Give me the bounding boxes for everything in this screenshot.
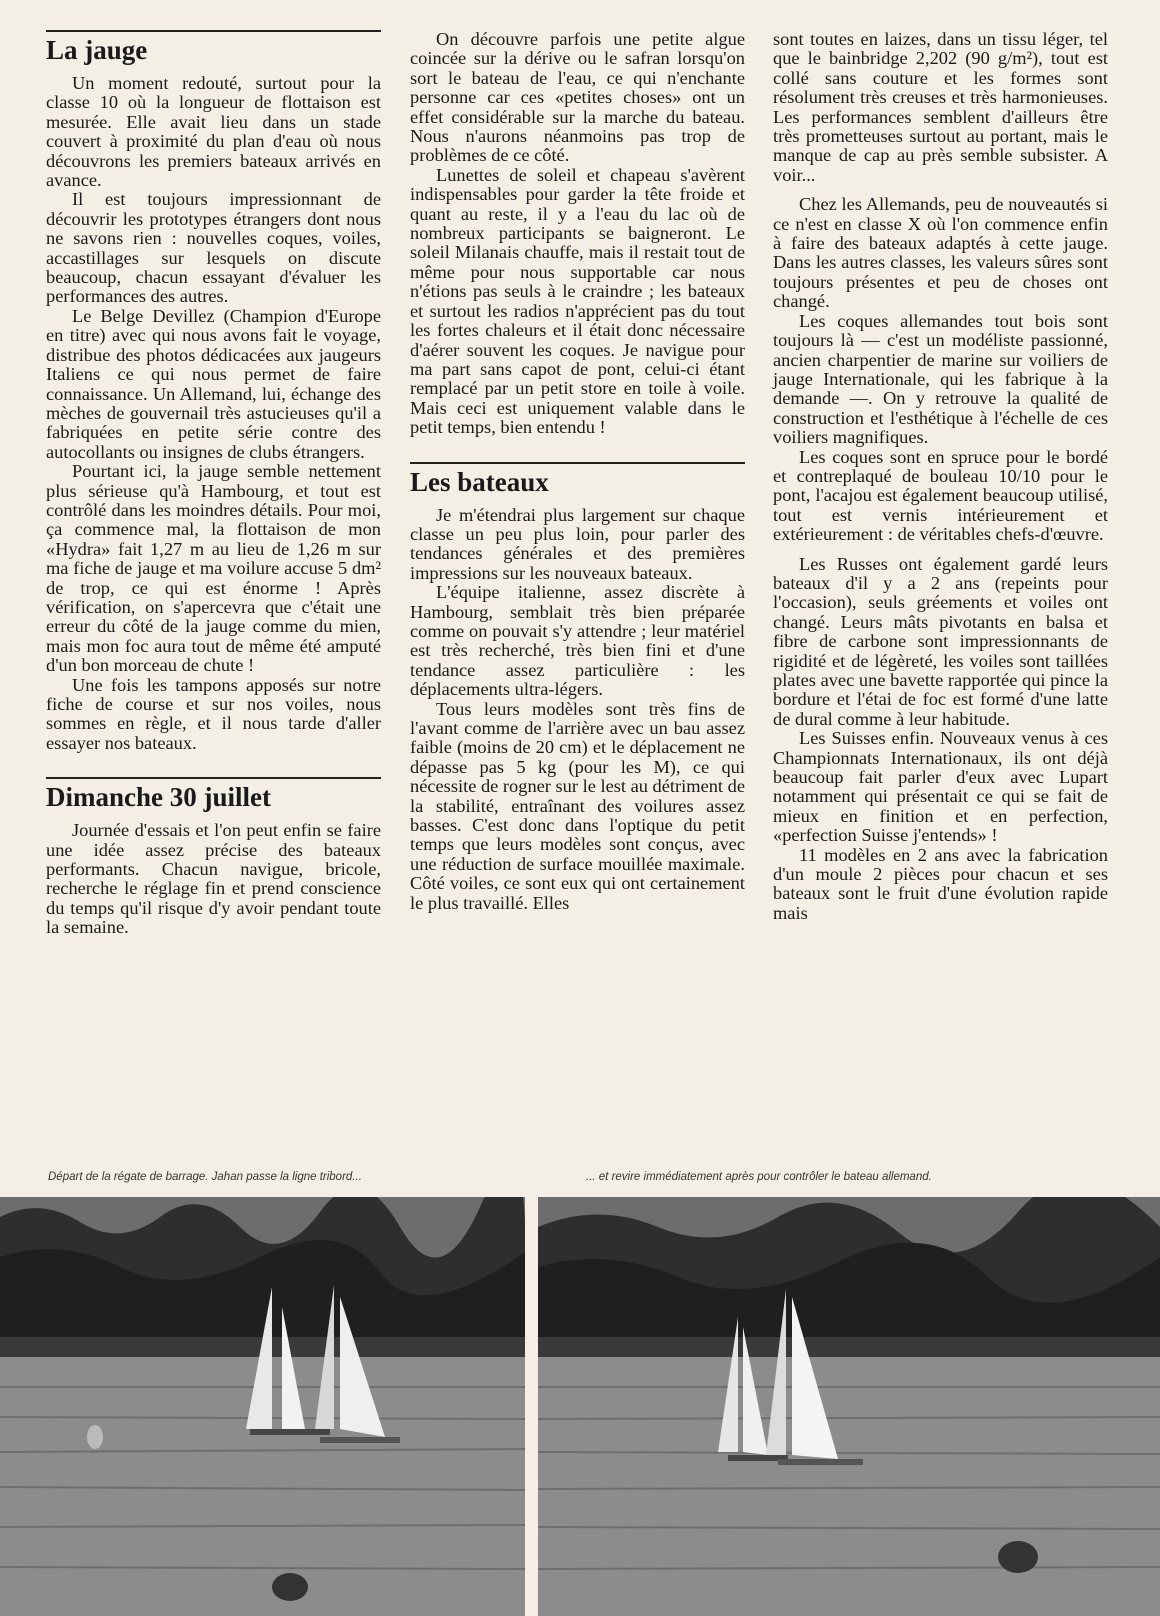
paragraph: Les Russes ont également gardé leurs bateaux d'il y a 2 ans (repeints pour l'occasion), seuls gréements et voiles ont changé. Leurs mâts pivotants en balsa et fibre de carbone sont impressionnants de rigidité et de légèreté, les voiles sont taillées plates avec une bavette rapportée qui pince la bordure et l'étai de foc est formé d'une latte de dural comme à leur habitude. [773,553,1108,729]
paragraph: L'équipe italienne, assez discrète à Hambourg, semblait très bien préparée comme on pouvait s'y attendre ; leur matériel est très recherché, très bien fini et d'une tendance assez particulière : les déplacements ultra-légers. [410,582,745,700]
paragraph: Les coques allemandes tout bois sont toujours là — c'est un modéliste passionné, ancien charpentier de marine sur voiliers de jauge Internationale, qui les fabrique à la demande —. On y retrouve la qualité de construction et l'esthétique à l'échelle de ces voiliers magnifiques. [773,310,1108,448]
paragraph: Le Belge Devillez (Champion d'Europe en titre) avec qui nous avons fait le voyage, distribue des photos dédicacées aux jaugeurs Italiens ce qui nous permet de faire connaissance. Un Allemand, lui, échange des mèches de gouvernail très astucieuses qu'il a fabriquées en petite série contre des autocollants ou insignes de clubs étrangers. [46,305,381,462]
heading-la-jauge: La jauge [46,30,381,66]
paragraph: Les coques sont en spruce pour le bordé et contreplaqué de bouleau 10/10 pour le pont, l'acajou est également beaucoup utilisé, tout est vernis intérieurement et extérieurement : de véritables chefs-d'œuvre. [773,446,1108,545]
paragraph: Les Suisses enfin. Nouveaux venus à ces Championnats Internationaux, ils ont déjà beaucoup fait parler d'eux avec Lupart notamment qui présentait ce qui se fait de mieux en finition et en perfection, «perfection Suisse j'entends» ! [773,728,1108,846]
caption-left: Départ de la régate de barrage. Jahan passe la ligne tribord... [48,1171,362,1183]
paragraph: Lunettes de soleil et chapeau s'avèrent indispensables pour garder la tête froide et quant au reste, il y a l'eau du lac où de nombreux participants se baigneront. Le soleil Milanais chauffe, mais il restait tout de même pour nous supportable car nous n'étions pas seuls à le craindre ; les bateaux et surtout les radios n'apprécient pas du tout les fortes chaleurs et il était donc nécessaire d'aérer souvent les coques. Je navigue pour ma part sans capot de pont, celui-ci étant remplacé par un petit store en toile à voile. Mais ceci est uniquement valable dans le petit temps, bien entendu ! [410,164,745,438]
sailboats-image [538,1197,1160,1616]
paragraph: Pourtant ici, la jauge semble nettement plus sérieuse qu'à Hambourg, et tout est contrôlé dans les moindres détails. Pour moi, ça commence mal, la flottaison de mon «Hydra» fait 1,27 m au lieu de 1,26 m sur ma fiche de jauge et ma voilure accuse 5 dm² de trop, ce qui est énorme ! Après vérification, on s'apercevra que c'était une erreur du côté de la jauge comme du mien, mais mon foc aura tout de même été amputé d'un bon morceau de chute ! [46,461,381,676]
sailboats-image [0,1197,525,1616]
paragraph: Il est toujours impressionnant de découvrir les prototypes étrangers dont nous ne savons rien : nouvelles coques, voiles, accastillages sur lesquels on discute beaucoup, chacun essayant d'évaluer les performances des autres. [46,189,381,307]
paragraph: 11 modèles en 2 ans avec la fabrication d'un moule 2 pièces pour chacun et ses bateaux sont le fruit d'une évolution rapide mais [773,844,1108,923]
photo-regatta-start [0,1197,525,1616]
paragraph: Je m'étendrai plus largement sur chaque classe un peu plus loin, pour parler des tendances générales et des premières impressions sur les nouveaux bateaux. [410,504,745,583]
paragraph: On découvre parfois une petite algue coincée sur la dérive ou le safran lorsqu'on sort le bateau de l'eau, ce qui n'enchante personne car ces «petites choses» ont un effet considérable sur la marche du bateau. Nous n'aurons néanmoins pas trop de problèmes de ce côté. [410,29,745,166]
paragraph: Une fois les tampons apposés sur notre fiche de course et sur nos voiles, nous sommes en règle, et il nous tarde d'aller essayer nos bateaux. [46,674,381,753]
paragraph: Tous leurs modèles sont très fins de l'avant comme de l'arrière avec un bau assez faible (moins de 20 cm) et le déplacement ne dépasse pas 5 kg (pour les M), ce qui nécessite de rogner sur le lest au détriment de la stabilité, entraînant des voilures assez basses. C'est donc dans l'optique du petit temps que leurs modèles sont conçus, avec une réduction de surface mouillée maximale. Côté voiles, ce sont eux qui ont certainement le plus travaillé. Elles [410,698,745,913]
column-3 [773,30,1108,923]
caption-right: ... et revire immédiatement après pour contrôler le bateau allemand. [586,1171,932,1183]
paragraph: Un moment redouté, surtout pour la classe 10 où la longueur de flottaison est mesurée. Elle avait lieu dans un stade couvert à proximité du plan d'eau où nous découvrons les premiers bateaux arrivés en avance. [46,73,381,191]
photo-regatta-tack [538,1197,1160,1616]
heading-les-bateaux: Les bateaux [410,462,745,498]
paragraph: Journée d'essais et l'on peut enfin se faire une idée assez précise des bateaux performants. Chacun navigue, bricole, recherche le réglage fin et prend conscience du temps qu'il risque d'y avoir pendant toute la semaine. [46,820,381,938]
column-2 [410,30,745,913]
paragraph: Chez les Allemands, peu de nouveautés si ce n'est en classe X où l'on commence enfin à faire des bateaux adaptés à cette jauge. Dans les autres classes, les valeurs sûres sont toujours présentes et peu de choses ont changé. [773,194,1108,312]
paragraph: sont toutes en laizes, dans un tissu léger, tel que le bainbridge 2,202 (90 g/m²), tout est collé sans couture et les formes sont résolument très creuses et très harmonieuses. Les performances semblent d'ailleurs être très prometteuses surtout au portant, mais le manque de cap au près semble subsister. A voir... [773,29,1108,185]
column-1 [46,30,381,938]
heading-dimanche: Dimanche 30 juillet [46,777,381,813]
